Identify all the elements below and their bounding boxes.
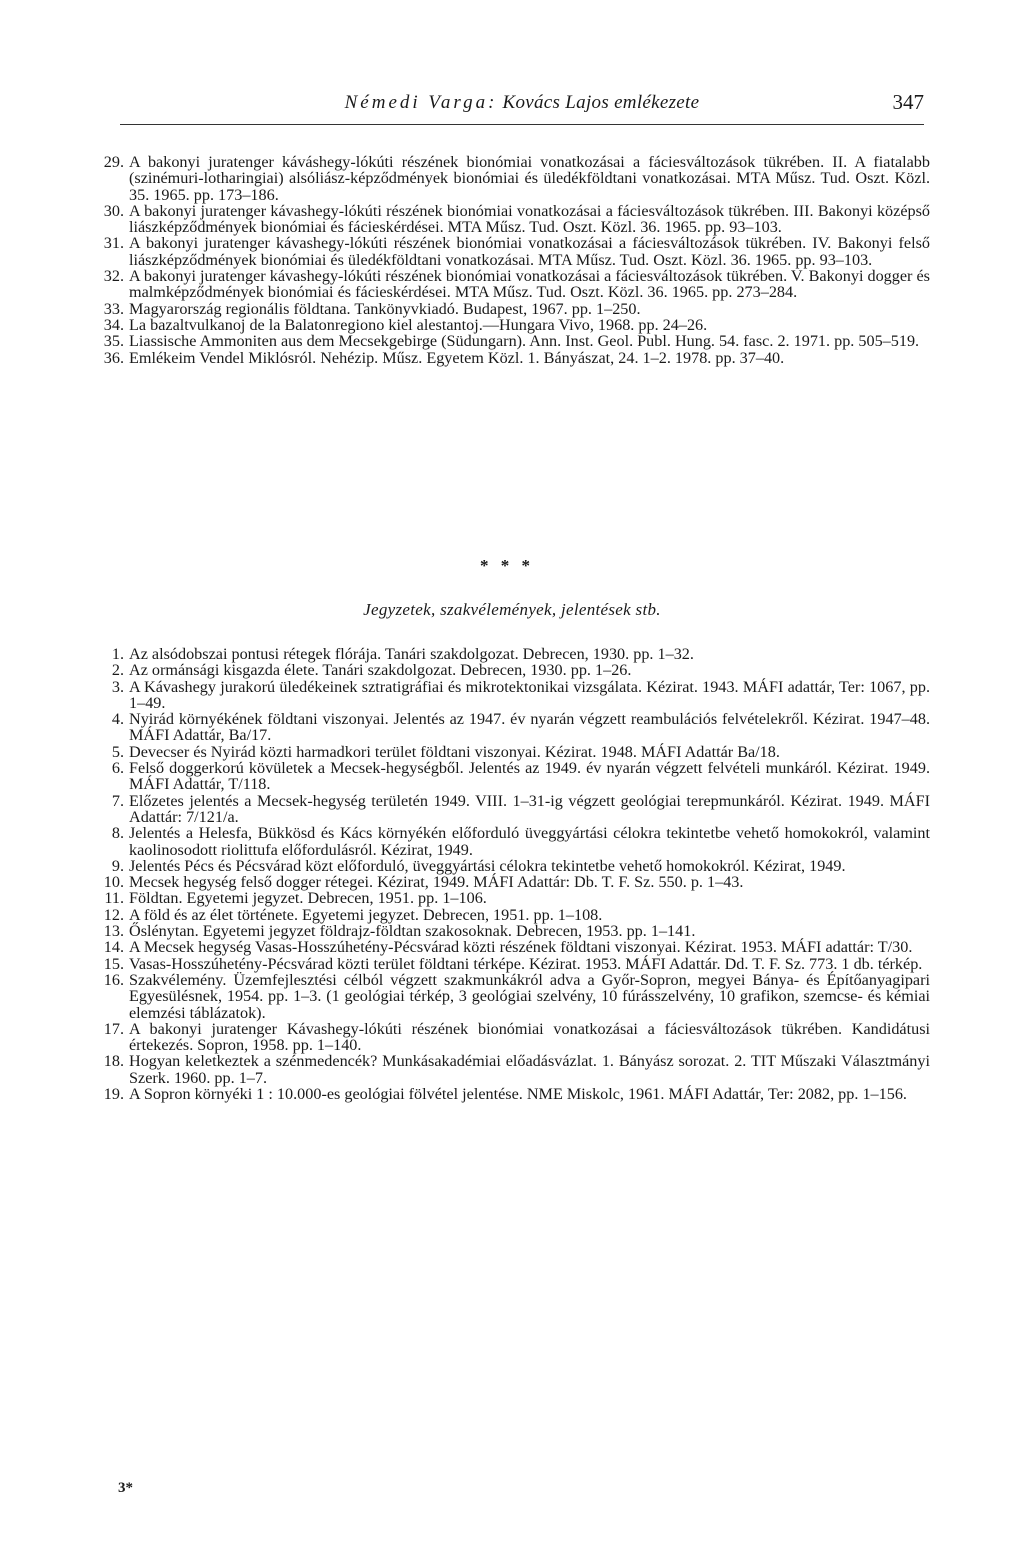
reference-number: 33. <box>103 299 124 318</box>
running-header <box>120 90 924 125</box>
reference-text: A Mecsek hegység Vasas-Hosszúhetény-Pécsvárad közti részének földtani viszonyai. Kézirat. 1953. MÁFI adattár: T/30. <box>129 938 913 957</box>
reference-item <box>96 301 930 317</box>
reference-item <box>96 154 930 203</box>
reference-text: A bakonyi juratenger Kávashegy-lókúti részének bionómiai vonatkozásai a fáciesváltozások tükrében. Kandidátusi értekezés. Sopron, 1958. pp. 1–140. <box>129 1019 930 1055</box>
reference-text: A Sopron környéki 1 : 10.000-es geológiai fölvétel jelentése. NME Miskolc, 1961. MÁFI Adattár, Ter: 2082, pp. 1–156. <box>129 1085 907 1104</box>
reference-text: Felső doggerkorú kövületek a Mecsek-hegységből. Jelentés az 1949. év nyarán végzett felvételi munkáról. Kézirat. 1949. MÁFI Adattár, T/118. <box>129 759 930 794</box>
reference-item <box>96 1086 930 1102</box>
reference-text: A bakonyi juratenger káváshegy-lókúti részének bionómiai vonatkozásai a fáciesváltozások tükrében. II. A fiatalabb (szinémuri-lotharingiai) alsóliász-képződmények bionómiai és üledékföldtani vonatkozásai. MTA Műsz. Tud. Oszt. Közl. 35. 1965. pp. 173–186. <box>129 153 930 204</box>
reference-number: 18. <box>103 1052 124 1071</box>
reference-text: A Kávashegy jurakorú üledékeinek sztratigráfiai és mikrotektonikai vizsgálata. Kézirat. 1943. MÁFI adattár, Ter: 1067, pp. 1–49. <box>129 677 930 712</box>
page-number: 347 <box>892 90 924 114</box>
reference-text: Mecsek hegység felső dogger rétegei. Kézirat, 1949. MÁFI Adattár: Db. T. F. Sz. 550. p. 1–43. <box>129 873 744 892</box>
reference-item <box>96 825 930 858</box>
reference-number: 9. <box>111 856 124 875</box>
running-title <box>120 92 924 114</box>
reference-number: 8. <box>111 824 124 843</box>
reference-item <box>96 956 930 972</box>
reference-item <box>96 350 930 366</box>
reference-number: 31. <box>103 234 124 253</box>
reference-list-publications <box>96 154 930 366</box>
reference-number: 16. <box>103 970 124 989</box>
reference-number: 7. <box>111 791 124 810</box>
reference-text: A bakonyi juratenger kávashegy-lókúti részének bionómiai vonatkozásai a fáciesváltozások tükrében. V. Bakonyi dogger és malmképződmények bionómiai és fácieskérdései. MTA Műsz. Tud. Oszt. Közl. 36. 1965. pp. 273–284. <box>129 267 930 302</box>
reference-number: 34. <box>103 315 124 334</box>
author-names: Némedi Varga: <box>344 92 498 113</box>
reference-item <box>96 858 930 874</box>
reference-item <box>96 923 930 939</box>
reference-item <box>96 793 930 826</box>
reference-number: 36. <box>103 348 124 367</box>
reference-text: La bazaltvulkanoj de la Balatonregiono kiel alestantoj.—Hungara Vivo, 1968. pp. 24–26. <box>129 315 708 334</box>
reference-item <box>96 317 930 333</box>
reference-text: Liassische Ammoniten aus dem Mecsekgebirge (Südungarn). Ann. Inst. Geol. Publ. Hung. 54. fasc. 2. 1971. pp. 505–519. <box>129 332 920 351</box>
reference-text: Jelentés a Helesfa, Bükkösd és Kács környékén előforduló üveggyártási célokra tekintetbe vehető homokokról, valamint kaolinosodott riolittufa előfordulásról. Kézirat, 1949. <box>129 824 930 859</box>
reference-number: 6. <box>111 759 124 778</box>
reference-item <box>96 235 930 268</box>
reference-item <box>96 711 930 744</box>
reference-text: Az alsódobszai pontusi rétegek flórája. Tanári szakdolgozat. Debrecen, 1930. pp. 1–32. <box>129 645 694 663</box>
section-separator: * * * <box>480 556 534 575</box>
reference-number: 19. <box>103 1085 124 1104</box>
reference-number: 2. <box>111 661 124 680</box>
reference-item <box>96 333 930 349</box>
reference-item <box>96 907 930 923</box>
reference-text: Az ormánsági kisgazda élete. Tanári szakdolgozat. Debrecen, 1930. pp. 1–26. <box>129 661 632 680</box>
reference-item <box>96 268 930 301</box>
reference-number: 4. <box>111 710 124 729</box>
reference-list-reports <box>96 646 930 1102</box>
reference-number: 12. <box>103 905 124 924</box>
reference-number: 30. <box>103 201 124 220</box>
reference-text: Előzetes jelentés a Mecsek-hegység területén 1949. VIII. 1–31-ig végzett geológiai terepmunkáról. Kézirat. 1949. MÁFI Adattár: 7/121/a. <box>129 791 930 826</box>
reference-item <box>96 972 930 1021</box>
reference-item <box>96 1021 930 1054</box>
reference-number: 32. <box>103 267 124 286</box>
reference-number: 11. <box>104 889 124 908</box>
reference-item <box>96 679 930 712</box>
reference-item <box>96 744 930 760</box>
reference-item <box>96 939 930 955</box>
reference-text: Hogyan keletkeztek a szénmedencék? Munkásakadémiai előadásvázlat. 1. Bányász sorozat. 2. TIT Műszaki Választmányi Szerk. 1960. pp. 1–7. <box>129 1052 930 1087</box>
reference-item <box>96 646 930 662</box>
reference-text: A föld és az élet története. Egyetemi jegyzet. Debrecen, 1951. pp. 1–108. <box>129 905 603 924</box>
reference-number: 3. <box>111 677 124 696</box>
reference-number: 29. <box>103 153 124 171</box>
reference-number: 15. <box>103 954 124 973</box>
reference-text: Őslénytan. Egyetemi jegyzet földrajz-földtan szakosoknak. Debrecen, 1953. pp. 1–141. <box>129 922 696 941</box>
reference-item <box>96 203 930 236</box>
reference-item <box>96 662 930 678</box>
reference-text: Nyirád környékének földtani viszonyai. Jelentés az 1947. év nyarán végzett reambulációs felvételekről. Kézirat. 1947–48. MÁFI Adattár, Ba/17. <box>129 710 930 745</box>
reference-text: Vasas-Hosszúhetény-Pécsvárad közti terület földtani térképe. Kézirat. 1953. MÁFI Adattár. Dd. T. F. Sz. 773. 1 db. térkép. <box>129 954 923 973</box>
reference-text: Szakvélemény. Üzemfejlesztési célból végzett szakmunkákról adva a Győr-Sopron, megyei Bánya- és Építőanyagipari Egyesülésnek, 1954. pp. 1–3. (1 geológiai térkép, 3 geológiai szelvény, 10 fúrásszelvény, 10 grafikon, szemcse- és kémiai elemzési táblázatok). <box>129 970 930 1022</box>
reference-text: Földtan. Egyetemi jegyzet. Debrecen, 1951. pp. 1–106. <box>129 889 487 908</box>
reference-item <box>96 1053 930 1086</box>
reference-text: Devecser és Nyirád közti harmadkori terület földtani viszonyai. Kézirat. 1948. MÁFI Adattár Ba/18. <box>129 742 780 761</box>
reference-text: A bakonyi juratenger kávashegy-lókúti részének bionómiai vonatkozásai a fáciesváltozások tükrében. IV. Bakonyi felső liászképződmények bionómiai és üledékföldtani vonatkozásai. MTA Műsz. Tud. Oszt. Közl. 36. 1965. pp. 93–103. <box>129 234 930 269</box>
reference-number: 13. <box>103 922 124 941</box>
reference-number: 1. <box>111 645 124 663</box>
reference-number: 35. <box>103 332 124 351</box>
reference-item <box>96 890 930 906</box>
reference-number: 14. <box>103 938 124 957</box>
signature-mark: 3* <box>118 1480 133 1496</box>
article-title: Kovács Lajos emlékezete <box>502 92 700 113</box>
reference-text: Magyarország regionális földtana. Tankönyvkiadó. Budapest, 1967. pp. 1–250. <box>129 299 641 318</box>
reference-number: 17. <box>103 1019 124 1038</box>
reference-item <box>96 760 930 793</box>
reference-text: Emlékeim Vendel Miklósról. Nehézip. Műsz. Egyetem Közl. 1. Bányászat, 24. 1–2. 1978. pp. 37–40. <box>129 348 785 367</box>
section-title: Jegyzetek, szakvélemények, jelentések stb. <box>363 600 661 619</box>
reference-text: A bakonyi juratenger kávashegy-lókúti részének bionómiai vonatkozásai a fáciesváltozások tükrében. III. Bakonyi középső liászképződmények bionómiai és fácieskérdései. MTA Műsz. Tud. Oszt. Közl. 36. 1965. pp. 93–103. <box>129 201 930 237</box>
reference-item <box>96 874 930 890</box>
reference-text: Jelentés Pécs és Pécsvárad közt előforduló, üveggyártási célokra tekintetbe vehető homokokról. Kézirat, 1949. <box>129 856 846 875</box>
reference-number: 5. <box>111 742 124 761</box>
reference-number: 10. <box>103 873 124 892</box>
